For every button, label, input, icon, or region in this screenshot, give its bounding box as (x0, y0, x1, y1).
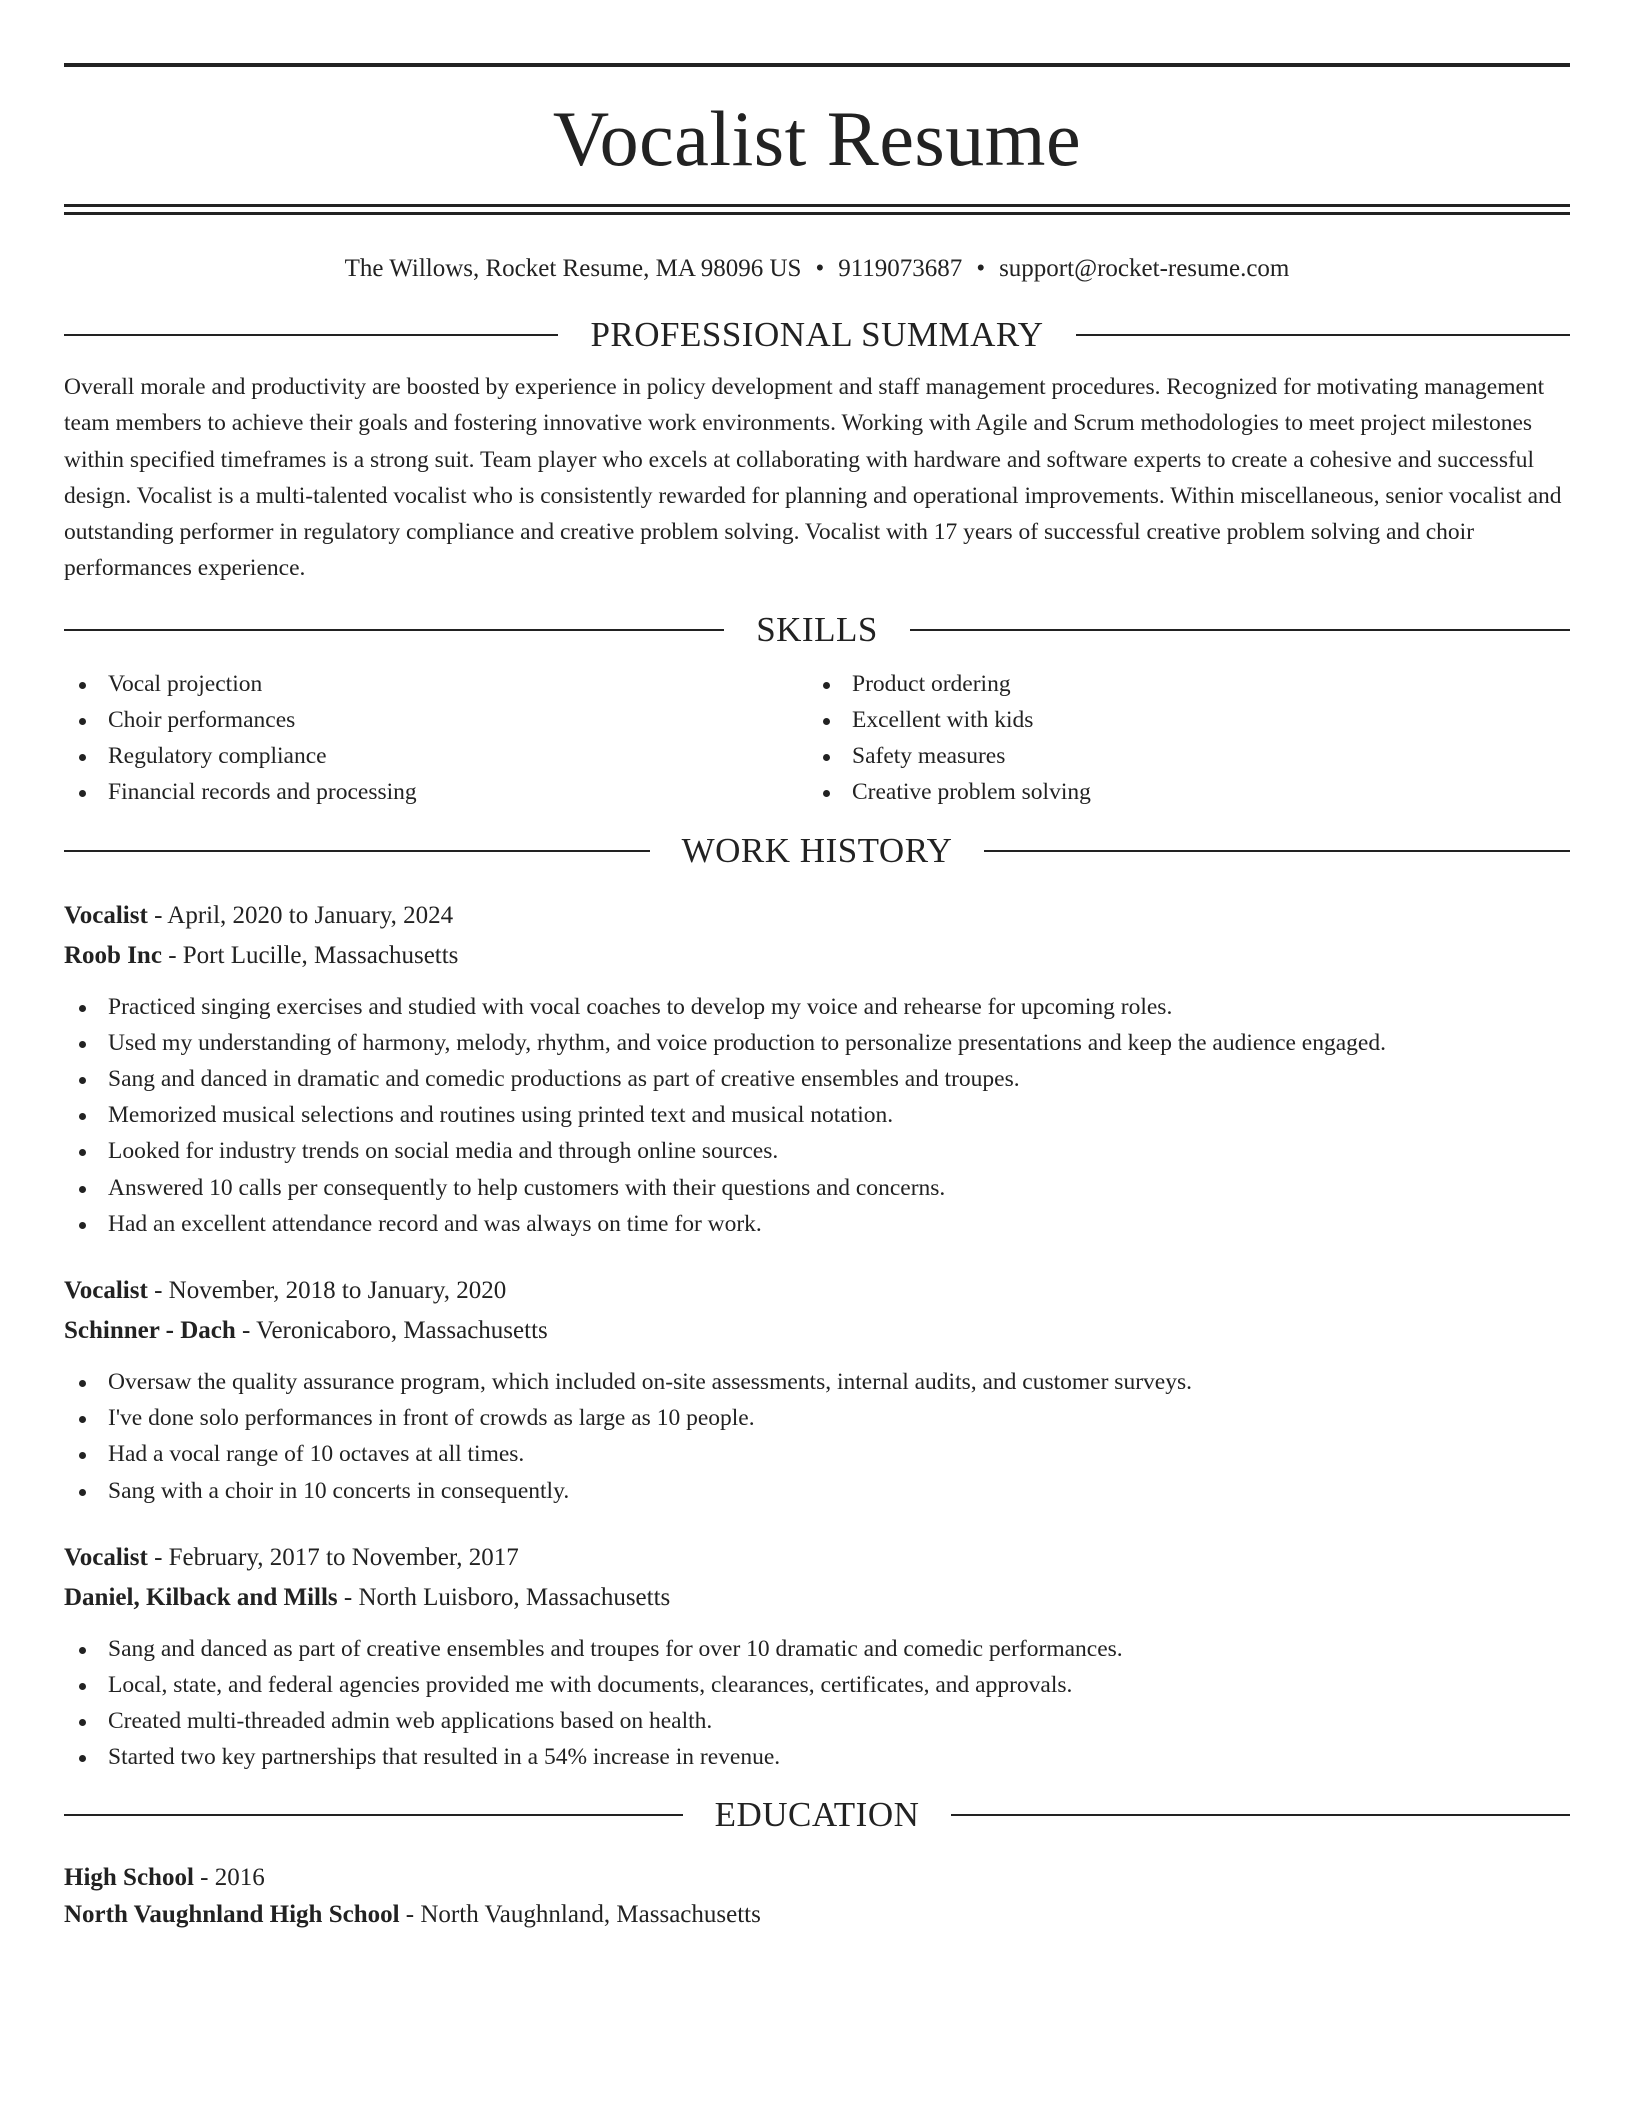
section-title: EDUCATION (714, 1794, 920, 1834)
heading-rule (64, 334, 558, 336)
skill-item: Regulatory compliance (64, 738, 817, 774)
heading-rule (64, 1814, 683, 1816)
contact-separator: • (815, 255, 825, 282)
job-company-line (64, 1311, 1570, 1351)
job-location: - North Luisboro, Massachusetts (337, 1583, 671, 1611)
job-entry (64, 1538, 1570, 1776)
duty-item: Answered 10 calls per consequently to help customers with their questions and concerns. (64, 1170, 1570, 1206)
duty-item: Memorized musical selections and routines using printed text and musical notation. (64, 1097, 1570, 1133)
contact-separator: • (976, 255, 986, 282)
contact-email: support@rocket-resume.com (999, 255, 1290, 282)
job-dates: - April, 2020 to January, 2024 (147, 901, 454, 929)
duty-item: Local, state, and federal agencies provided me with documents, clearances, certificates, and approvals. (64, 1667, 1570, 1703)
heading-rule (984, 850, 1570, 852)
contact-line (64, 249, 1570, 289)
job-title: Vocalist (64, 1277, 148, 1305)
job-duties (64, 1631, 1570, 1776)
education-entry (64, 1859, 1570, 1933)
skill-item: Choir performances (64, 702, 817, 738)
education-degree-line (64, 1859, 1570, 1896)
job-duties (64, 1364, 1570, 1509)
job-duties (64, 989, 1570, 1242)
skills-column-left (64, 666, 817, 811)
title-double-rule (64, 204, 1570, 215)
job-title-line (64, 1271, 1570, 1311)
job-location: - Port Lucille, Massachusetts (161, 941, 459, 969)
education-school-line (64, 1896, 1570, 1933)
education-location: - North Vaughnland, Massachusetts (399, 1900, 761, 1928)
page-title: Vocalist Resume (552, 95, 1082, 182)
job-company-line (64, 936, 1570, 976)
section-heading-summary (64, 309, 1570, 361)
duty-item: Had an excellent attendance record and was always on time for work. (64, 1206, 1570, 1242)
job-dates: - February, 2017 to November, 2017 (147, 1543, 519, 1571)
heading-rule (951, 1814, 1570, 1816)
duty-item: Created multi-threaded admin web applications based on health. (64, 1703, 1570, 1739)
job-entry (64, 896, 1570, 1242)
heading-rule (64, 629, 724, 631)
duty-item: Started two key partnerships that resulted in a 54% increase in revenue. (64, 1739, 1570, 1775)
education-school: North Vaughnland High School (64, 1900, 400, 1928)
job-entry (64, 1271, 1570, 1509)
skill-item: Safety measures (808, 738, 1570, 774)
section-heading-skills (64, 604, 1570, 656)
contact-phone: 9119073687 (838, 255, 963, 282)
resume-page (64, 63, 1570, 1933)
job-company: Roob Inc (64, 941, 162, 969)
skills-list (64, 666, 1570, 811)
top-rule (64, 63, 1570, 67)
duty-item: Practiced singing exercises and studied with vocal coaches to develop my voice and rehearse for upcoming roles. (64, 989, 1570, 1025)
education-degree: High School (64, 1863, 194, 1891)
section-heading-work (64, 825, 1570, 877)
job-company: Daniel, Kilback and Mills (64, 1583, 338, 1611)
duty-item: Sang and danced in dramatic and comedic productions as part of creative ensembles and troupes. (64, 1061, 1570, 1097)
contact-address: The Willows, Rocket Resume, MA 98096 US (344, 255, 802, 282)
section-title: WORK HISTORY (681, 830, 953, 870)
heading-rule (1076, 334, 1570, 336)
job-location: - Veronicaboro, Massachusetts (235, 1317, 548, 1345)
education-year: - 2016 (193, 1863, 265, 1891)
skill-item: Vocal projection (64, 666, 817, 702)
job-company-line (64, 1578, 1570, 1618)
job-title-line (64, 1538, 1570, 1578)
skill-item: Excellent with kids (808, 702, 1570, 738)
skill-item: Creative problem solving (808, 774, 1570, 810)
job-dates: - November, 2018 to January, 2020 (147, 1277, 507, 1305)
skill-item: Financial records and processing (64, 774, 817, 810)
skill-item: Product ordering (808, 666, 1570, 702)
heading-rule (64, 850, 650, 852)
job-title-line (64, 896, 1570, 936)
duty-item: Used my understanding of harmony, melody, rhythm, and voice production to personalize presentations and keep the audience engaged. (64, 1025, 1570, 1061)
duty-item: Had a vocal range of 10 octaves at all times. (64, 1436, 1570, 1472)
section-title: SKILLS (756, 609, 878, 649)
section-heading-education (64, 1789, 1570, 1841)
heading-rule (910, 629, 1570, 631)
skills-column-right (817, 666, 1570, 811)
summary-paragraph: Overall morale and productivity are boosted by experience in policy development and staff management procedures. Recognized for motivating management team members to achieve their goals and fostering innovative work environments. Working with Agile and Scrum methodologies to meet project milestones within specified timeframes is a strong suit. Team player who excels at collaborating with hardware and software experts to create a cohesive and successful design. Vocalist is a multi-talented vocalist who is consistently rewarded for planning and operational improvements. Within miscellaneous, senior vocalist and outstanding performer in regulatory compliance and creative problem solving. Vocalist with 17 years of successful creative problem solving and choir performances experience. (64, 374, 1562, 582)
duty-item: Sang with a choir in 10 concerts in consequently. (64, 1473, 1570, 1509)
job-title: Vocalist (64, 901, 148, 929)
duty-item: Oversaw the quality assurance program, which included on-site assessments, internal audits, and customer surveys. (64, 1364, 1570, 1400)
duty-item: Sang and danced as part of creative ensembles and troupes for over 10 dramatic and comedic performances. (64, 1631, 1570, 1667)
job-title: Vocalist (64, 1543, 148, 1571)
job-company: Schinner - Dach (64, 1317, 236, 1345)
duty-item: I've done solo performances in front of crowds as large as 10 people. (64, 1400, 1570, 1436)
duty-item: Looked for industry trends on social media and through online sources. (64, 1133, 1570, 1169)
section-title: PROFESSIONAL SUMMARY (590, 315, 1044, 354)
